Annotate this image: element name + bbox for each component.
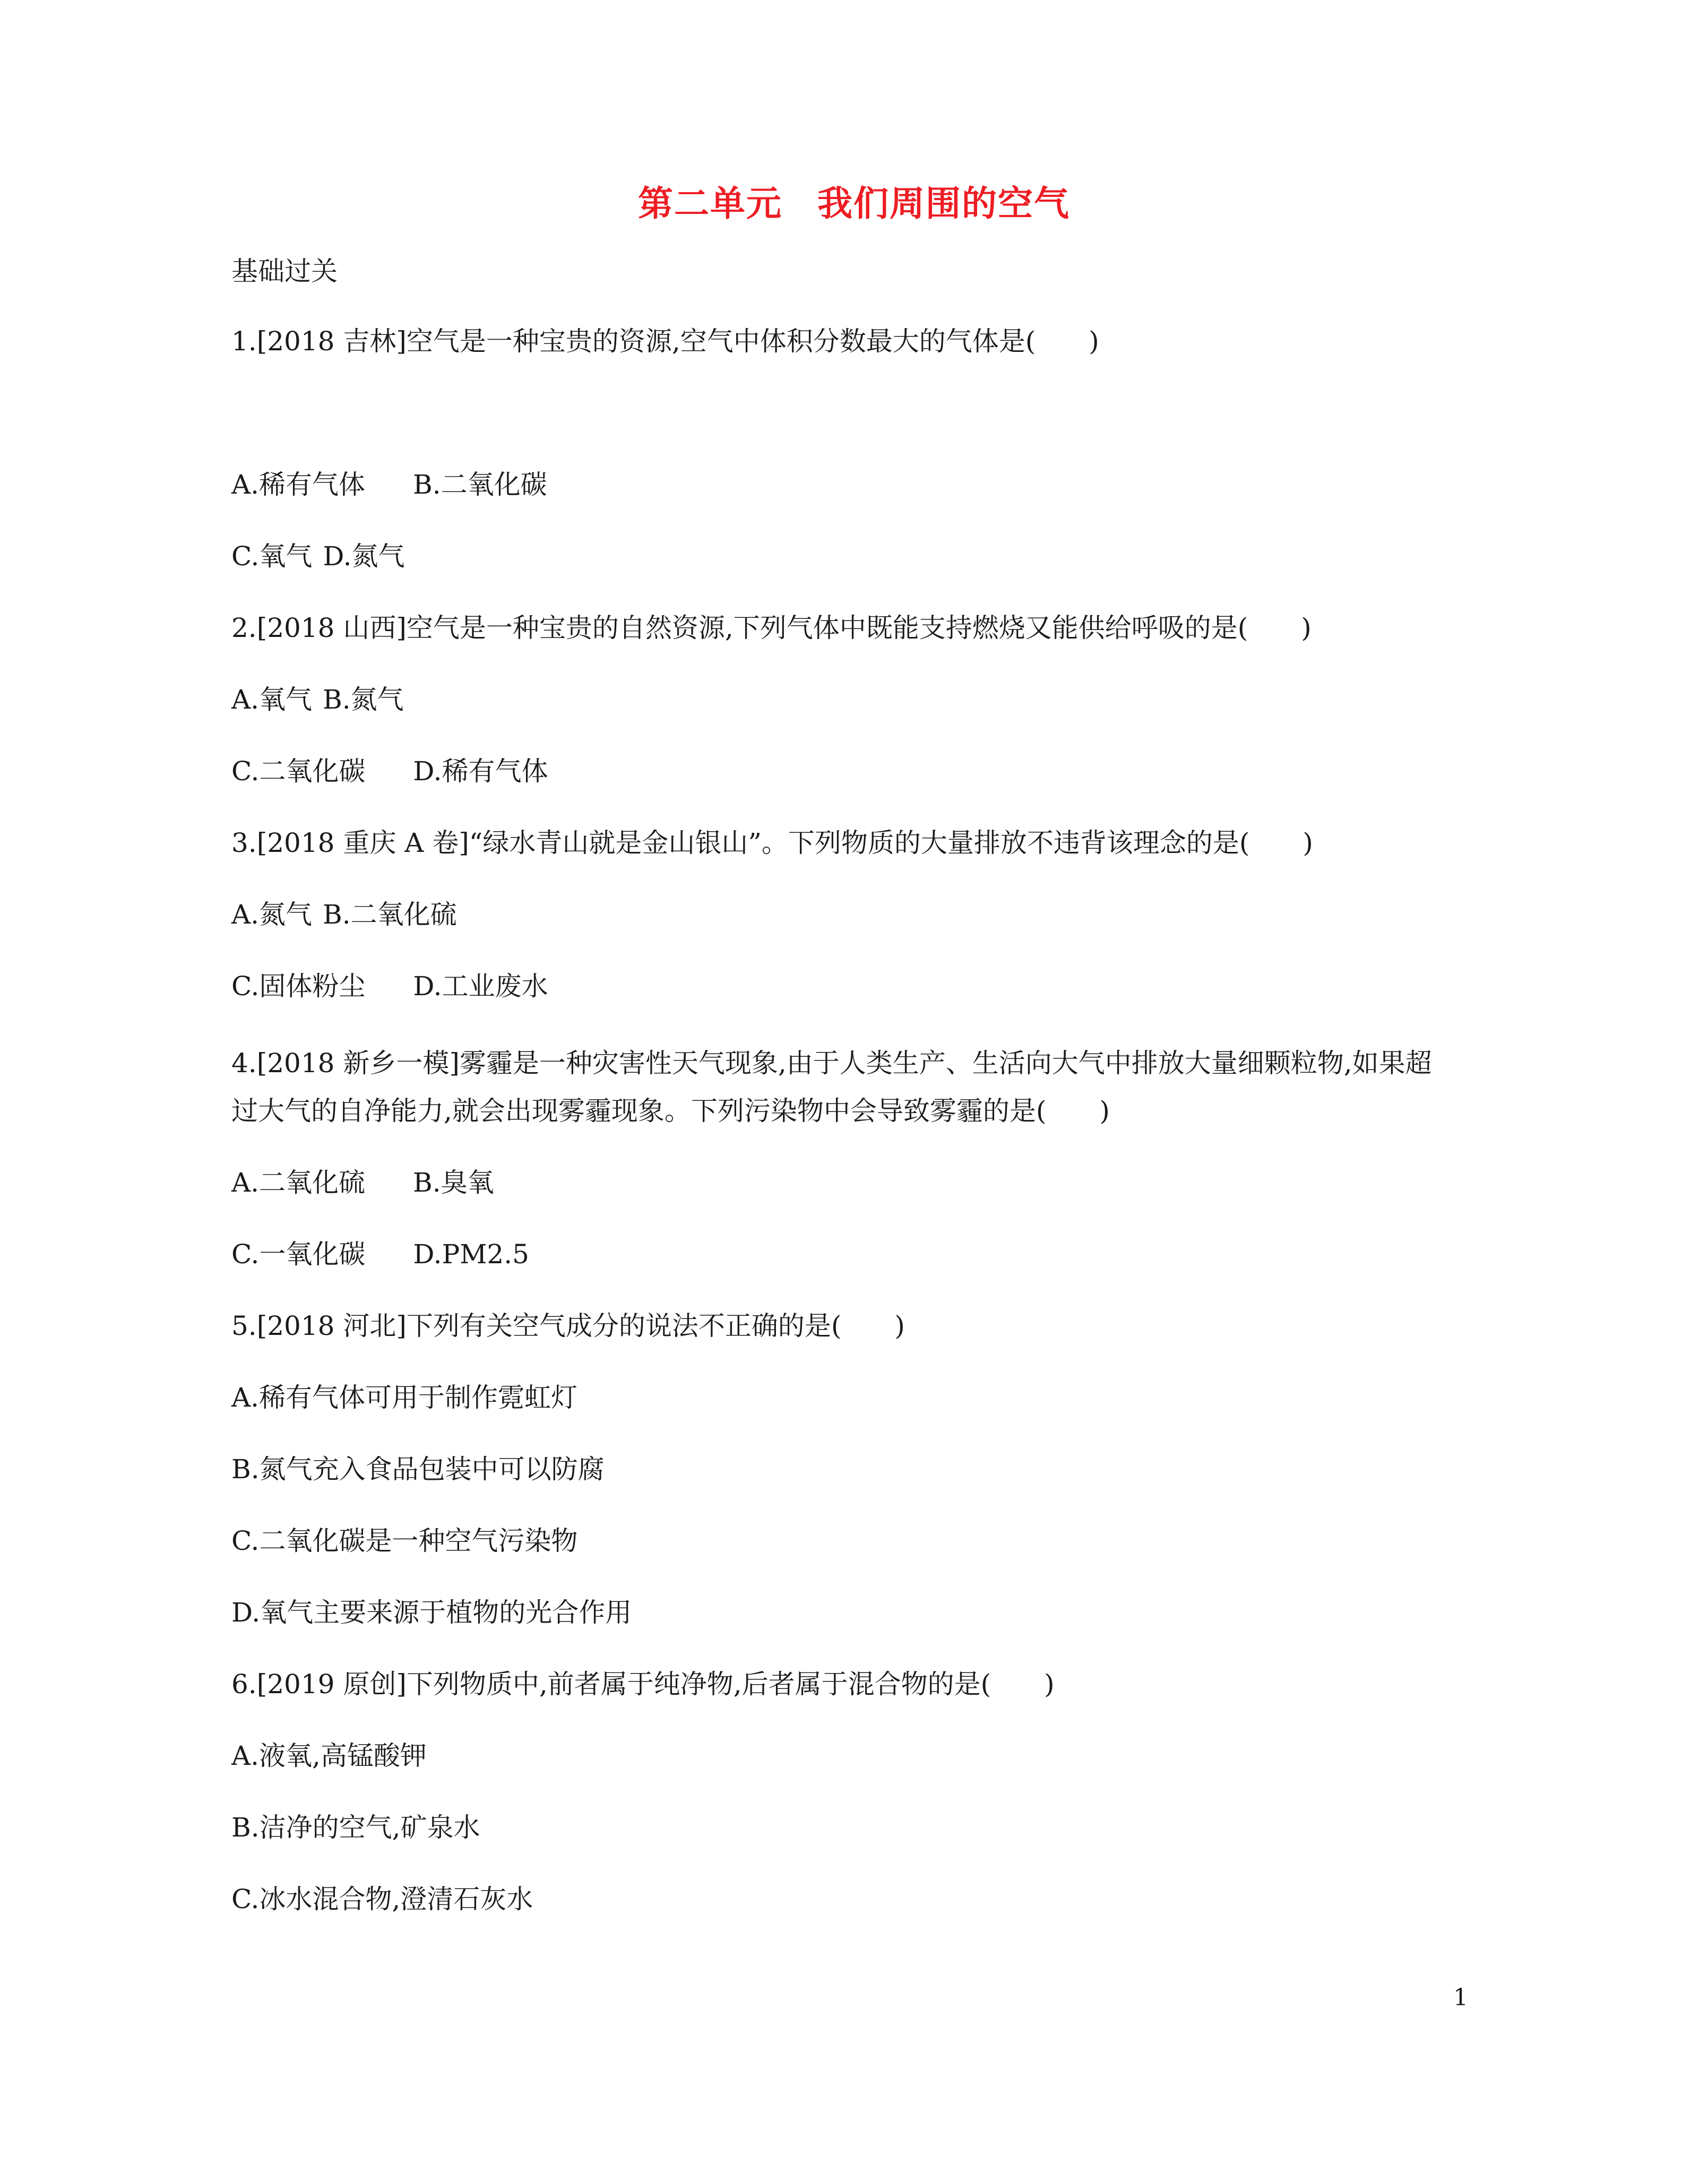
option-d: D.氮气 — [323, 541, 405, 572]
question-3-options-ab — [231, 898, 457, 932]
question-1-options-ab — [231, 468, 547, 502]
question-4-options-ab — [231, 1166, 494, 1200]
question-4-options-cd — [231, 1238, 529, 1271]
question-5-option-a: A.稀有气体可用于制作霓虹灯 — [231, 1382, 578, 1413]
option-b: B.臭氧 — [413, 1167, 494, 1198]
question-4-stem-line-1: 4.[2018 新乡一模]雾霾是一种灾害性天气现象,由于人类生产、生活向大气中排放大量细颗粒物,如果超 — [231, 1048, 1432, 1079]
page-title — [0, 175, 1708, 226]
question-1-stem: 1.[2018 吉林]空气是一种宝贵的资源,空气中体积分数最大的气体是( ) — [231, 326, 1099, 357]
option-b: B.氮气 — [323, 684, 404, 715]
option-c: C.一氧化碳 — [231, 1239, 366, 1270]
option-a: A.二氧化硫 — [231, 1167, 366, 1198]
question-3-stem: 3.[2018 重庆 A 卷]“绿水青山就是金山银山”。下列物质的大量排放不违背该理念的是( ) — [231, 827, 1313, 858]
question-3-options-cd — [231, 970, 548, 1003]
option-a: A.氧气 — [231, 684, 313, 715]
option-d: D.稀有气体 — [413, 756, 548, 787]
option-a: A.氮气 — [231, 899, 313, 930]
page-number: 1 — [1453, 1984, 1468, 2011]
question-2-options-ab — [231, 683, 404, 717]
option-b: B.二氧化碳 — [413, 469, 547, 500]
option-d: D.PM2.5 — [413, 1239, 529, 1270]
question-6-stem: 6.[2019 原创]下列物质中,前者属于纯净物,后者属于混合物的是( ) — [231, 1669, 1055, 1700]
option-d: D.工业废水 — [413, 971, 548, 1002]
question-2-options-cd — [231, 755, 548, 788]
option-a: A.稀有气体 — [231, 469, 366, 500]
option-c: C.二氧化碳 — [231, 756, 366, 787]
question-5-option-c: C.二氧化碳是一种空气污染物 — [231, 1525, 578, 1556]
question-4-stem-line-2: 过大气的自净能力,就会出现雾霾现象。下列污染物中会导致雾霾的是( ) — [231, 1096, 1110, 1126]
question-6-option-a: A.液氧,高锰酸钾 — [231, 1740, 427, 1771]
option-b: B.二氧化硫 — [323, 899, 457, 930]
question-1-options-cd — [231, 540, 405, 573]
question-2-stem: 2.[2018 山西]空气是一种宝贵的自然资源,下列气体中既能支持燃烧又能供给呼吸的是( ) — [231, 613, 1312, 643]
option-c: C.氧气 — [231, 541, 313, 572]
question-5-option-b: B.氮气充入食品包装中可以防腐 — [231, 1454, 605, 1485]
title-unit: 第二单元 — [638, 183, 782, 224]
question-6-option-c: C.冰水混合物,澄清石灰水 — [231, 1884, 533, 1915]
question-5-option-d: D.氧气主要来源于植物的光合作用 — [231, 1597, 632, 1628]
option-c: C.固体粉尘 — [231, 971, 366, 1002]
section-heading: 基础过关 — [231, 256, 338, 287]
question-5-stem: 5.[2018 河北]下列有关空气成分的说法不正确的是( ) — [231, 1311, 905, 1341]
question-6-option-b: B.洁净的空气,矿泉水 — [231, 1812, 480, 1843]
title-topic: 我们周围的空气 — [817, 183, 1070, 224]
